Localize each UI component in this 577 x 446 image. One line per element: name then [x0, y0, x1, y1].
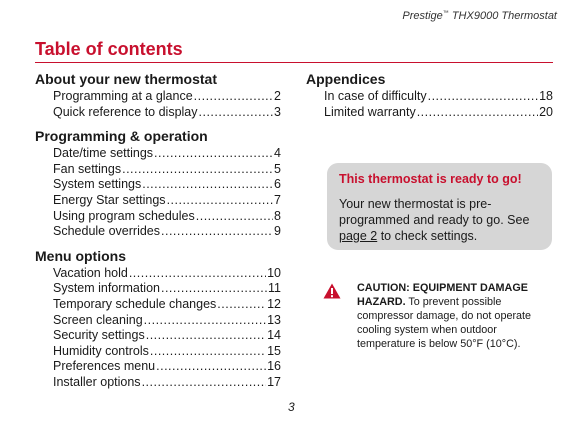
dot-leader — [144, 313, 266, 329]
toc-section — [35, 248, 281, 391]
dot-leader — [122, 162, 273, 178]
callout-title: This thermostat is ready to go! — [339, 172, 522, 186]
page-title: Table of contents — [35, 39, 183, 59]
toc-entry-label: Using program schedules — [53, 208, 195, 223]
title-divider — [35, 62, 553, 63]
toc-entry-label: Security settings — [53, 328, 145, 343]
toc-entry[interactable] — [35, 177, 281, 193]
toc-entry-label: Screen cleaning — [53, 312, 143, 327]
toc-entry[interactable] — [35, 359, 281, 375]
brand-name: Prestige — [402, 10, 443, 22]
toc-entry-page: 5 — [274, 161, 281, 176]
toc-entry-page: 2 — [274, 89, 281, 103]
toc-entry-label: Vacation hold — [53, 265, 128, 280]
toc-entry-page: 16 — [267, 359, 281, 374]
caution-body: To prevent possible compressor damage, do not operate cooling system when outdoor temperature is below 50°F (10°C). — [357, 296, 532, 350]
toc-entry-page: 9 — [274, 224, 281, 239]
toc-entry-label: Schedule overrides — [53, 224, 161, 239]
toc-entry-label: Limited warranty — [324, 104, 416, 119]
toc-entry-page: 8 — [274, 208, 281, 223]
trademark-mark: ™ — [442, 10, 449, 17]
toc-entry-page: 20 — [539, 104, 553, 119]
toc-section — [306, 71, 553, 120]
toc-entry-label: Fan settings — [53, 161, 122, 176]
toc-entry-label: Quick reference to display — [53, 104, 198, 119]
toc-entry-page: 18 — [539, 89, 553, 103]
toc-entry-page: 4 — [274, 146, 281, 161]
toc-entry[interactable] — [35, 209, 281, 225]
toc-entry[interactable] — [35, 146, 281, 162]
dot-leader — [161, 224, 273, 240]
dot-leader — [417, 105, 538, 121]
dot-leader — [217, 297, 266, 313]
toc-section — [35, 71, 281, 120]
toc-entry-page: 13 — [267, 312, 281, 327]
toc-entry-label: Humidity controls — [53, 343, 149, 358]
toc-entry-page: 6 — [274, 177, 281, 192]
dot-leader — [167, 193, 273, 209]
toc-entry-page: 7 — [274, 192, 281, 207]
page-2-link[interactable]: page 2 — [339, 229, 378, 243]
toc-entry[interactable] — [35, 266, 281, 282]
dot-leader — [129, 266, 266, 282]
toc-entry[interactable] — [35, 193, 281, 209]
dot-leader — [196, 209, 273, 225]
warning-triangle-icon — [323, 283, 341, 299]
model-name: THX9000 Thermostat — [448, 10, 557, 22]
toc-entry-label: Energy Star settings — [53, 192, 166, 207]
section-heading: Programming & operation — [35, 128, 208, 145]
toc-entry-page: 3 — [274, 104, 281, 119]
toc-entry-page: 12 — [267, 296, 281, 311]
page-number: 3 — [288, 400, 295, 414]
callout-body — [339, 196, 540, 244]
toc-entry-label: Temporary schedule changes — [53, 296, 217, 311]
callout-text-end: to check settings. — [377, 229, 478, 243]
toc-entry[interactable] — [35, 281, 281, 297]
dot-leader — [199, 105, 274, 121]
toc-entry[interactable] — [35, 328, 281, 344]
section-heading: Menu options — [35, 247, 126, 264]
toc-entry[interactable] — [35, 224, 281, 240]
toc-entry[interactable] — [35, 344, 281, 360]
dot-leader — [161, 281, 267, 297]
caution-heading: CAUTION: EQUIPMENT DAMAGE HAZARD. — [357, 282, 528, 308]
toc-entry-page: 14 — [267, 328, 281, 343]
toc-entry-label: In case of difficulty — [324, 89, 427, 103]
toc-entry-page: 11 — [268, 281, 281, 296]
toc-entry[interactable] — [35, 105, 281, 121]
toc-entry-label: Date/time settings — [53, 146, 154, 161]
toc-entry-label: Preferences menu — [53, 359, 156, 374]
dot-leader — [146, 328, 266, 344]
toc-entry[interactable] — [35, 375, 281, 391]
section-heading: About your new thermostat — [35, 71, 218, 87]
dot-leader — [428, 89, 538, 105]
toc-entry[interactable] — [35, 297, 281, 313]
callout-text: Your new thermostat is pre-programmed and ready to go. See — [339, 197, 530, 227]
toc-entry[interactable] — [35, 313, 281, 329]
toc-entry-label: Programming at a glance — [53, 89, 193, 103]
toc-entry-page: 10 — [267, 265, 281, 280]
toc-entry[interactable] — [306, 89, 553, 105]
dot-leader — [142, 375, 267, 391]
toc-entry-page: 15 — [267, 343, 281, 358]
toc-right-column — [306, 69, 553, 120]
dot-leader — [142, 177, 273, 193]
dot-leader — [154, 146, 273, 162]
toc-section — [35, 128, 281, 240]
document-header — [402, 10, 557, 22]
toc-entry-label: System information — [53, 281, 160, 296]
toc-left-column — [35, 69, 281, 391]
toc-entry-label: Installer options — [53, 374, 141, 389]
caution-text — [357, 281, 555, 351]
dot-leader — [194, 89, 273, 105]
toc-entry-label: System settings — [53, 177, 142, 192]
toc-entry-page: 17 — [267, 374, 281, 389]
dot-leader — [156, 359, 266, 375]
toc-entry[interactable] — [35, 162, 281, 178]
toc-entry[interactable] — [306, 105, 553, 121]
dot-leader — [150, 344, 266, 360]
ready-to-go-callout — [327, 163, 552, 250]
toc-entry[interactable] — [35, 89, 281, 105]
section-heading: Appendices — [306, 71, 386, 87]
